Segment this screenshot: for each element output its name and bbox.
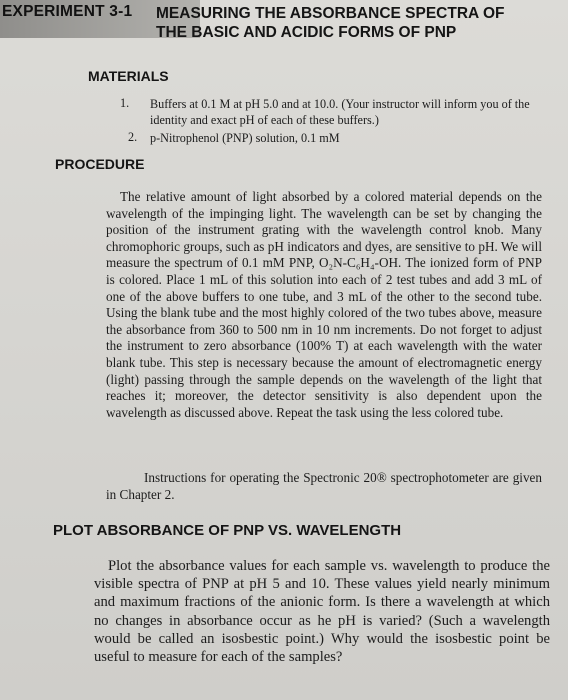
material-item-1: Buffers at 0.1 M at pH 5.0 and at 10.0. (Your instructor will inform you of the identity and exact pH of each of these buffers.) [150,97,530,127]
procedure-paragraph-1: The relative amount of light absorbed by a colored material depends on the wavelength of the impinging light. The wavelength can be set by changing the position of the instrument grating with the wavelength control knob. Many chromophoric groups, such as pH indicators and dyes, are sensitive to pH. We will measure the spectrum of 0.1 mM PNP, O₂N-C₆H₄-OH. The ionized form of PNP is colored. Place 1 mL of this solution into each of 2 test tubes and add 3 mL of one of the above buffers to one tube, and 3 mL of the other to the second tube. Using the blank tube and the most highly colored of the two tubes above, measure the absorbance from 360 to 500 nm in 10 nm increments. Do not forget to adjust the instrument to zero absorbance (100% T) at each wavelength with the water blank tube. This step is necessary because the amount of electromagnetic energy (light) passing through the sample depends on the wavelength of the light that reaches it; moreover, the detector sensitivity is also dependent upon the wavelength as discussed above. Repeat the task using the less colored tube. [106,189,542,420]
experiment-title [156,4,556,42]
plot-paragraph: Plot the absorbance values for each sample vs. wavelength to produce the visible spectra of PNP at pH 5 and 10. These values yield nearly minimum and maximum fractions of the anionic form. Is there a wavelength at which no changes in absorbance occur as he pH is varied? (Such a wavelength would be called an isosbestic point.) Why would the isosbestic point be useful to measure for each of the samples? [94,558,550,666]
title-line-2: THE BASIC AND ACIDIC FORMS OF PNP [156,24,457,41]
material-item-2: p-Nitrophenol (PNP) solution, 0.1 mM [150,131,340,145]
procedure-heading: PROCEDURE [55,156,145,172]
title-line-1: MEASURING THE ABSORBANCE SPECTRA OF [156,5,505,22]
procedure-paragraph-2: Instructions for operating the Spectronic 20® spectrophotometer are given in Chapter 2. [106,470,542,502]
experiment-number: EXPERIMENT 3-1 [2,3,133,20]
plot-heading: PLOT ABSORBANCE OF PNP VS. WAVELENGTH [53,522,402,539]
materials-heading: MATERIALS [88,68,169,84]
material-number-1: 1. [120,96,130,110]
material-number-2: 2. [128,130,138,144]
